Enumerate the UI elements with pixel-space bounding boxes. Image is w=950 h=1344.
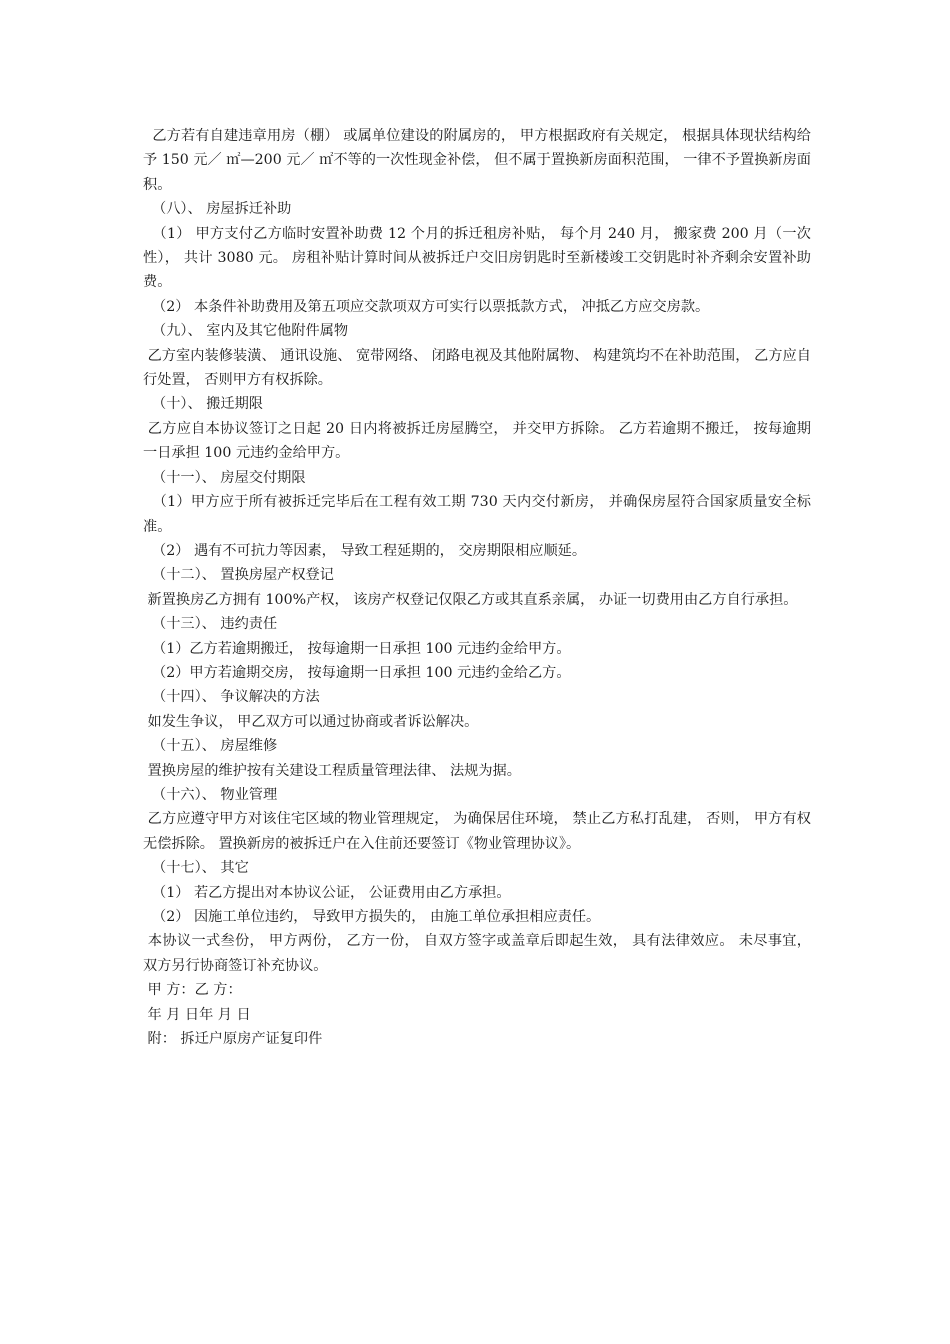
body-paragraph: （1）乙方若逾期搬迁， 按每逾期一日承担 100 元违约金给甲方。 <box>143 640 571 657</box>
section-heading: （十五）、 房屋维修 <box>143 738 278 755</box>
body-paragraph: （2）甲方若逾期交房， 按每逾期一日承担 100 元违约金给乙方。 <box>143 664 571 681</box>
section-heading: （八）、 房屋拆迁补助 <box>143 201 292 218</box>
body-paragraph: 乙方应自本协议签订之日起 20 日内将被拆迁房屋腾空， 并交甲方拆除。 乙方若逾期不搬迁， 按每逾期一日承担 100 元违约金给甲方。 <box>143 420 811 462</box>
body-paragraph: 新置换房乙方拥有 100%产权， 该房产权登记仅限乙方或其直系亲属， 办证一切费用由乙方自行承担。 <box>143 591 798 608</box>
section-heading: （九）、 室内及其它他附件属物 <box>143 323 349 340</box>
body-paragraph: （1） 甲方支付乙方临时安置补助费 12 个月的拆迁租房补贴， 每个月 240 月， 搬家费 200 月（一次性）， 共计 3080 元。 房租补贴计算时间从被拆迁户交旧房钥匙时至新楼竣工交钥匙时补齐剩余安置补助费。 <box>143 225 811 291</box>
section-heading: （十四）、 争议解决的方法 <box>143 689 320 706</box>
body-paragraph: 如发生争议， 甲乙双方可以通过协商或者诉讼解决。 <box>143 713 479 730</box>
body-paragraph: （2） 因施工单位违约， 导致甲方损失的， 由施工单位承担相应责任。 <box>143 909 601 925</box>
body-paragraph: 置换房屋的维护按有关建设工程质量管理法律、 法规为据。 <box>143 762 521 779</box>
section-heading: （十三）、 违约责任 <box>143 616 278 633</box>
body-paragraph: 本协议一式叁份， 甲方两份， 乙方一份， 自双方签字或盖章后即起生效， 具有法律效应。 未尽事宜， 双方另行协商签订补充协议。 <box>143 933 816 974</box>
body-paragraph: 乙方应遵守甲方对该住宅区域的物业管理规定， 为确保居住环境， 禁止乙方私打乱建， 否则， 甲方有权无偿拆除。 置换新房的被拆迁户在入住前还要签订《物业管理协议》。 <box>143 811 811 852</box>
body-paragraph: （1）甲方应于所有被拆迁完毕后在工程有效工期 730 天内交付新房， 并确保房屋符合国家质量安全标准。 <box>143 494 811 535</box>
document-body <box>143 124 816 1051</box>
section-heading: （十）、 搬迁期限 <box>143 396 263 413</box>
body-paragraph: 年 月 日年 月 日 <box>143 1006 251 1023</box>
body-paragraph: 附： 拆迁户原房产证复印件 <box>143 1031 323 1048</box>
section-heading: （十一）、 房屋交付期限 <box>143 469 306 486</box>
body-paragraph: （2） 遇有不可抗力等因素， 导致工程延期的， 交房期限相应顺延。 <box>143 542 587 559</box>
body-paragraph: 乙方若有自建违章用房（棚） 或属单位建设的附属房的， 甲方根据政府有关规定， 根据具体现状结构给予 150 元／ ㎡—200 元／ ㎡不等的一次性现金补偿， 但不属于置换新房面积范围， 一律不予置换新房面积。 <box>143 128 811 193</box>
body-paragraph: （2） 本条件补助费用及第五项应交款项双方可实行以票抵款方式， 冲抵乙方应交房款。 <box>143 298 710 315</box>
body-paragraph: （1） 若乙方提出对本协议公证， 公证费用由乙方承担。 <box>143 884 511 901</box>
section-heading: （十七）、 其它 <box>143 860 249 877</box>
body-paragraph: 甲 方：乙 方： <box>143 982 242 999</box>
section-heading: （十六）、 物业管理 <box>143 786 278 803</box>
body-paragraph: 乙方室内装修装潢、 通讯设施、 宽带网络、 闭路电视及其他附属物、 构建筑均不在补助范围， 乙方应自行处置， 否则甲方有权拆除。 <box>143 347 811 389</box>
section-heading: （十二）、 置换房屋产权登记 <box>143 567 334 584</box>
